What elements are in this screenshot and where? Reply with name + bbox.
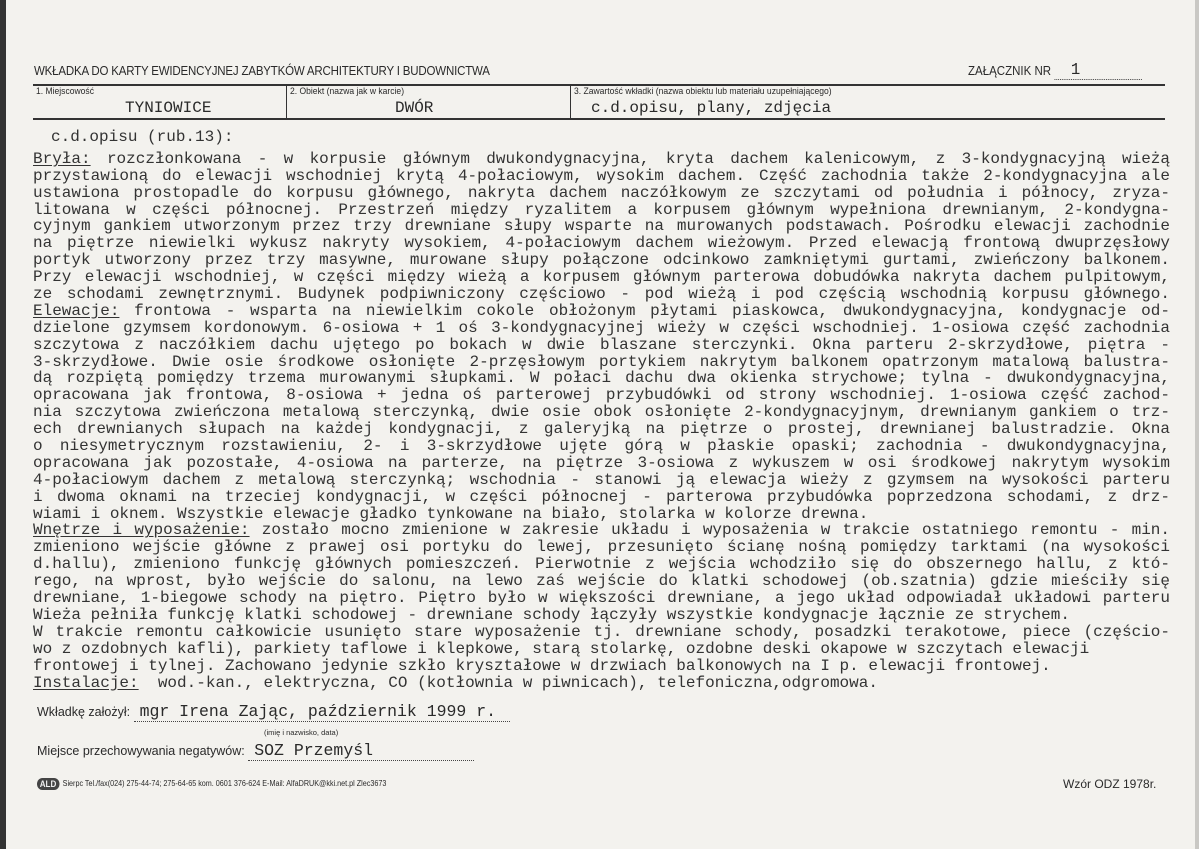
line-text: d.hallu), zmieniono funkcję głównych pomieszczeń. Pierwotnie z wejścia wchodziło się do obszernego hallu, z któ- <box>33 555 1170 574</box>
text-line <box>33 573 1170 590</box>
section-line <box>33 675 1170 692</box>
annex-label: ZAŁĄCZNIK NR <box>968 64 1052 78</box>
line-text: wiami i oknem. Wszystkie elewacje gładko tynkowane na biało, stolarka w kolorze drewna. <box>33 504 869 523</box>
negatives-value: SOZ Przemyśl <box>248 741 474 761</box>
author-label: Wkładkę założył: <box>37 705 131 719</box>
field-contents <box>571 86 1165 118</box>
text-line <box>33 185 1170 202</box>
form-model: Wzór ODZ 1978r. <box>1063 777 1157 791</box>
line-text: drewniane, 1-biegowe schody na piętro. Piętro było w większości drewniane, a jego układ odpowiadał układowi parteru <box>33 589 1170 608</box>
scan-edge <box>0 0 6 849</box>
text-line <box>33 286 1170 303</box>
line-text: o niesymetrycznym rozstawieniu, 2- i 3-skrzydłowe ujęte górą w płaskie opaski; zachodnia - dwukondygnacyjna, <box>33 437 1170 456</box>
section-heading: c.d.opisu (rub.13): <box>51 128 234 146</box>
line-text: opracowana jak frontowa, 8-osiowa + jedna oś parterowej przybudówki od strony wschodniej. 1-osiowa część zachod- <box>33 386 1170 405</box>
text-line <box>33 590 1170 607</box>
line-text: szczytowa z naczółkiem dachu ujętego po bokach w dwie blaszane sterczynki. Okna parteru 2-skrzydłowe, piętra - <box>33 335 1170 354</box>
line-text: rego, na wprost, było wejście do salonu, na lewo zaś wejście do klatki schodowej (ob.szatnia) gdzie mieściły się <box>33 572 1170 591</box>
line-text: wod.-kan., elektryczna, CO (kotłownia w piwnicach), telefoniczna,odgromowa. <box>138 673 878 692</box>
printer-logo: ALD <box>37 778 59 790</box>
line-text: ustawiona prostopadle do korpusu głównego, nakryta dachem naczółkowym ze szczytami od południa i północy, zryza- <box>33 183 1170 202</box>
author-value: mgr Irena Zając, październik 1999 r. <box>134 702 510 722</box>
text-line <box>33 320 1170 337</box>
text-line <box>33 269 1170 286</box>
line-text: Przy elewacji wschodniej, w części między wieżą a korpusem głównym parterowa dobudówka nakryta dachem pulpitowym, <box>33 268 1170 287</box>
line-text: opracowana jak pozostałe, 4-osiowa na parterze, na piętrze 3-osiowa z wykuszem w osi środkowej nakrytym wysokim <box>33 453 1170 472</box>
description-text <box>33 129 1170 691</box>
line-text: 3-skrzydłowe. Dwie osie środkowe osłonięte 2-przęsłowym portykiem nakrytym balkonem opatrzonym matalową balustra- <box>33 352 1170 371</box>
line-text: i dwoma oknami na trzeciej kondygnacji, w części północnej - parterowa przybudówka poprzedzona schodami, z drz- <box>33 487 1170 506</box>
text-line <box>33 218 1170 235</box>
line-text: frontowa - wsparta na niewielkim cokole obłożonym płytami piaskowca, dwukondygnacyjna, kondygnacje od- <box>119 301 1170 320</box>
annex-value: 1 <box>1070 61 1081 80</box>
printer-info: Sierpc Tel./fax(024) 275-44-74; 275-64-65 kom. 0601 376-624 E-Mail: AlfaDRUK@kki.net.pl Zlec3673 <box>62 779 387 788</box>
field-label: 1. Miejscowość <box>36 86 94 97</box>
text-line <box>33 235 1170 252</box>
line-text: 4-połaciowym dachem z metalową sterczynką; wschodnia - stanowi ją elewacja wieży z gzymsem na wysokości parteru <box>33 470 1170 489</box>
field-label: 2. Obiekt (nazwa jak w karcie) <box>290 86 405 97</box>
text-line <box>33 472 1170 489</box>
negatives-line <box>37 741 474 761</box>
negatives-label: Miejsce przechowywania negatywów: <box>37 744 245 758</box>
printer-imprint <box>37 778 386 790</box>
line-text: litowana w części północnej. Przestrzeń między ryzalitem a korpusem głównym wypełniona drewnianym, 2-kondygna- <box>33 200 1170 219</box>
line-text: cyjnym gankiem utworzonym przez trzy drewniane słupy wsparte na murowanych podstawach. Pośrodku elewacji zachodnie <box>33 217 1170 236</box>
text-line <box>33 455 1170 472</box>
line-text: W trakcie remontu całkowicie usunięto stare wyposażenie tj. drewniane schody, posadzki terakotowe, piece (częścio- <box>33 622 1170 641</box>
section-line <box>33 303 1170 320</box>
line-text: wo z ozdobnych kafli), parkiety taflowe i klepkowe, starą stolarkę, ozdobne deski okapowe w szczytach elewacji <box>33 639 1090 658</box>
text-line <box>33 506 1170 523</box>
line-text: ze schodami zewnętrznymi. Budynek podpiwniczony częściowo - pod wieżą i pod częścią wschodnią korpusu głównego. <box>33 285 1170 304</box>
text-line <box>33 539 1170 556</box>
field-locality <box>33 86 287 118</box>
text-line <box>33 624 1170 641</box>
section-line <box>33 151 1170 168</box>
line-text: Wieża pełniła funkcję klatki schodowej - drewniane schody łączyły wszystkie kondygnacje łącznie ze strychem. <box>33 605 1070 624</box>
section-title: Instalacje: <box>33 673 139 692</box>
form-title: WKŁADKA DO KARTY EWIDENCYJNEJ ZABYTKÓW ARCHITEKTURY I BUDOWNICTWA <box>34 64 490 78</box>
line-text: zostało mocno zmienione w zakresie układu i wyposażenia w trakcie ostatniego remontu - min. <box>249 521 1171 540</box>
line-text: frontowej i tylnej. Zachowano jedynie szkło kryształowe w drzwiach balkonowych na I p. elewacji frontowej. <box>33 656 1051 675</box>
scan-edge <box>1195 0 1199 849</box>
field-label: 3. Zawartość wkładki (nazwa obiektu lub materiału uzupełniającego) <box>574 86 832 97</box>
text-line <box>33 252 1170 269</box>
text-line <box>33 404 1170 421</box>
field-value: c.d.opisu, plany, zdjęcia <box>591 99 832 117</box>
text-line <box>33 658 1170 675</box>
text-line <box>33 421 1170 438</box>
text-line <box>33 607 1170 624</box>
section-title: Bryła: <box>33 149 91 168</box>
field-object <box>287 86 571 118</box>
field-value: TYNIOWICE <box>125 99 212 117</box>
author-line <box>37 702 510 722</box>
section-line <box>33 522 1170 539</box>
text-line <box>33 202 1170 219</box>
section-title: Elewacje: <box>33 301 120 320</box>
text-line <box>33 438 1170 455</box>
line-text: ech drewnianych słupach na każdej kondygnacji, z galeryjką na piętrze o prostej, drewnianej balustradzie. Okna <box>33 420 1170 439</box>
author-hint: (imię i nazwisko, data) <box>264 728 339 737</box>
field-value: DWÓR <box>395 99 434 117</box>
section-title: Wnętrze i wyposażenie: <box>33 521 250 540</box>
text-line <box>33 354 1170 371</box>
text-line <box>33 489 1170 506</box>
line-text: portyk utworzony przez trzy masywne, murowane słupy połączone odcinkowo zamkniętymi gurtami, zwieńczony balkonem. <box>33 251 1170 270</box>
text-line <box>33 168 1170 185</box>
header-fields <box>33 84 1165 120</box>
line-text: na piętrze niewielki wykusz nakryty wysokiem, 4-połaciowym dachem wieżowym. Przed elewacją frontową dwuprzęsłowy <box>33 234 1170 253</box>
line-text: dzielone gzymsem kordonowym. 6-osiowa + 1 oś 3-kondygnacyjnej wieży w części wschodniej. 1-osiowa część zachodnia <box>33 318 1170 337</box>
line-text: przystawioną do elewacji wschodniej krytą 4-połaciowym, wysokim dachem. Część zachodnia także 2-kondygnacyjna ale <box>33 166 1170 185</box>
line-text: dą rozpiętą pomiędzy trzema murowanymi słupkami. W połaci dachu dwa okienka strychowe; tylna - dwukondygnacyjna, <box>33 369 1170 388</box>
text-line <box>33 641 1170 658</box>
text-line <box>33 370 1170 387</box>
line-text: rozczłonkowana - w korpusie głównym dwukondygnacyjna, kryta dachem kalenicowym, z 3-kondygnacyjną wieżą <box>90 149 1170 168</box>
text-line <box>33 556 1170 573</box>
text-line <box>33 337 1170 354</box>
annex-number <box>968 62 1142 80</box>
text-line <box>33 387 1170 404</box>
line-text: zmieniono wejście główne z prawej osi portyku do lewej, przesunięto ścianę nośną pomiędzy tarktami (na wysokości <box>33 538 1170 557</box>
line-text: nia szczytowa zwieńczona metalową sterczynką, dwie osie obok osłonięte 2-kondygnacyjnym, drewnianym gankiem o trz- <box>33 403 1170 422</box>
